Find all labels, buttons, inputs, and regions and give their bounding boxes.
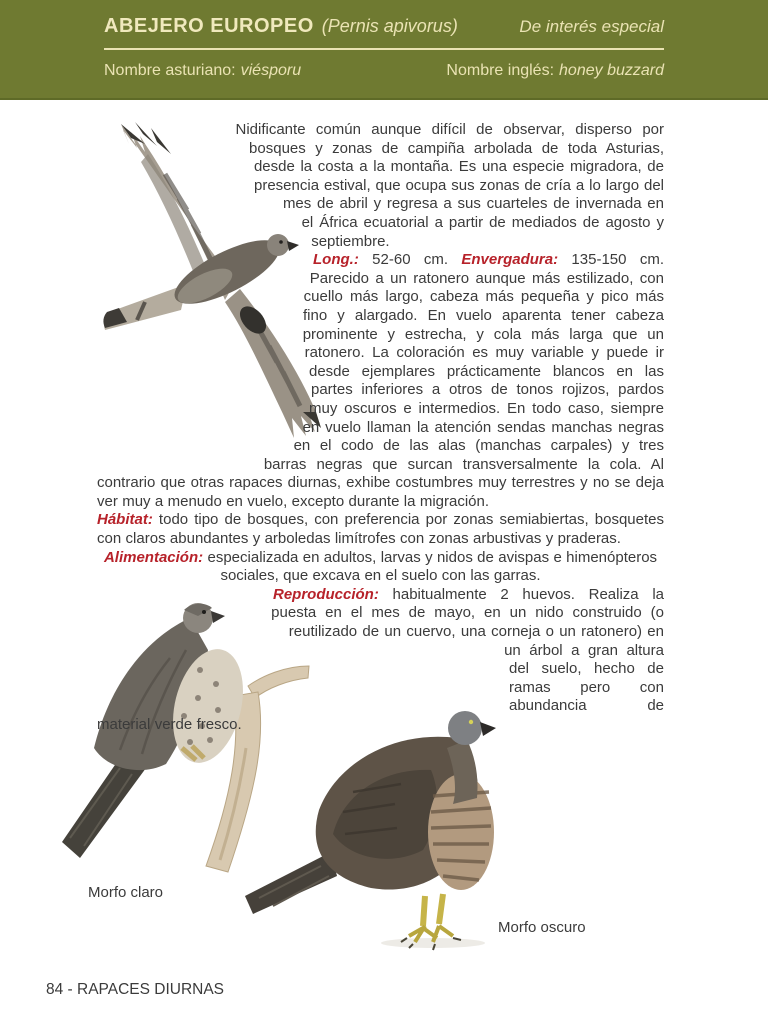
page-footer: 84 - RAPACES DIURNAS (46, 981, 225, 998)
english-name-label: Nombre inglés: (446, 62, 555, 79)
reproduction-text: habitualmente 2 huevos. Realiza la puesta en el mes de mayo, en un nido construido (o reutilizado de un cuervo, una corneja o un ratonero) en un árbol a gran altura del suelo, hecho de ramas pero con abundancia de material verde fresco. (97, 585, 664, 733)
length-label: Long.: (313, 251, 359, 269)
light-morph-caption: Morfo claro (88, 884, 164, 901)
species-scientific-name: (Pernis apivorus) (321, 16, 458, 36)
asturian-name-label: Nombre asturiano: (104, 62, 236, 79)
conservation-status: De interés especial (519, 17, 664, 36)
asturian-name: viésporu (240, 62, 302, 79)
species-title-group (104, 15, 458, 38)
asturian-name-group (104, 62, 301, 80)
habitat-label: Hábitat: (97, 511, 153, 529)
habitat-text: todo tipo de bosques, con preferencia por zonas semiabiertas, bosquetes con claros abundantes y arboledas limítrofes con zonas arbustivas y praderas. (97, 511, 664, 548)
reproduction-label: Reproducción: (273, 585, 379, 603)
species-header-band (0, 0, 768, 100)
feeding-text: especializada en adultos, larvas y nidos de avispas e himenópteros sociales, que excava en el suelo con las garras. (203, 548, 658, 585)
dark-morph-caption: Morfo oscuro (498, 919, 586, 936)
intro-paragraph: Nidificante común aunque difícil de observar, disperso por bosques y zonas de campiña arbolada de toda Asturias, desde la costa a la montaña. Es una especie migradora, de presencia estival, que ocupa sus zonas de cría a lo largo del mes de abril y regresa a sus cuarteles de invernada en el África ecuatorial a partir de mediados de agosto y septiembre. (235, 121, 664, 250)
species-common-name: ABEJERO EUROPEO (104, 15, 314, 37)
length-value: 52-60 cm. (358, 251, 462, 269)
english-name: honey buzzard (559, 62, 664, 79)
species-names-row (104, 62, 664, 80)
header-divider (104, 48, 664, 50)
feeding-label: Alimentación: (103, 548, 204, 566)
habitat-paragraph (97, 511, 664, 548)
dark-morph-bird-illustration (233, 700, 530, 952)
english-name-group (446, 62, 664, 80)
dark-morph-figure (233, 700, 530, 957)
species-header-content (104, 0, 664, 80)
wingspan-label: Envergadura: (461, 251, 559, 269)
species-title-row (104, 15, 664, 38)
article-text-column (97, 121, 664, 735)
description-text: 135-150 cm. Parecido a un ratonero aunque más estilizado, con cuello más largo, cabeza más pequeña y pico más fino y alargado. En vuelo aparenta tener cabeza prominente y estrecha, y cola más larga que un ratonero. La coloración es muy variable y puede ir desde ejemplares prácticamente blancos en las partes inferiores a otros de tonos rojizos, pardos muy oscuros e intermedios. En todo caso, siempre en vuelo llaman la atención sendas manchas negras en el codo de las alas (manchas carpales) y tres barras negras que surcan transversalmente la cola. Al contrario que otras rapaces diurnas, exhibe costumbres muy terrestres y no se deja ver muy a menudo en vuelo, excepto durante la migración. (97, 251, 664, 510)
feeding-paragraph (97, 549, 664, 586)
